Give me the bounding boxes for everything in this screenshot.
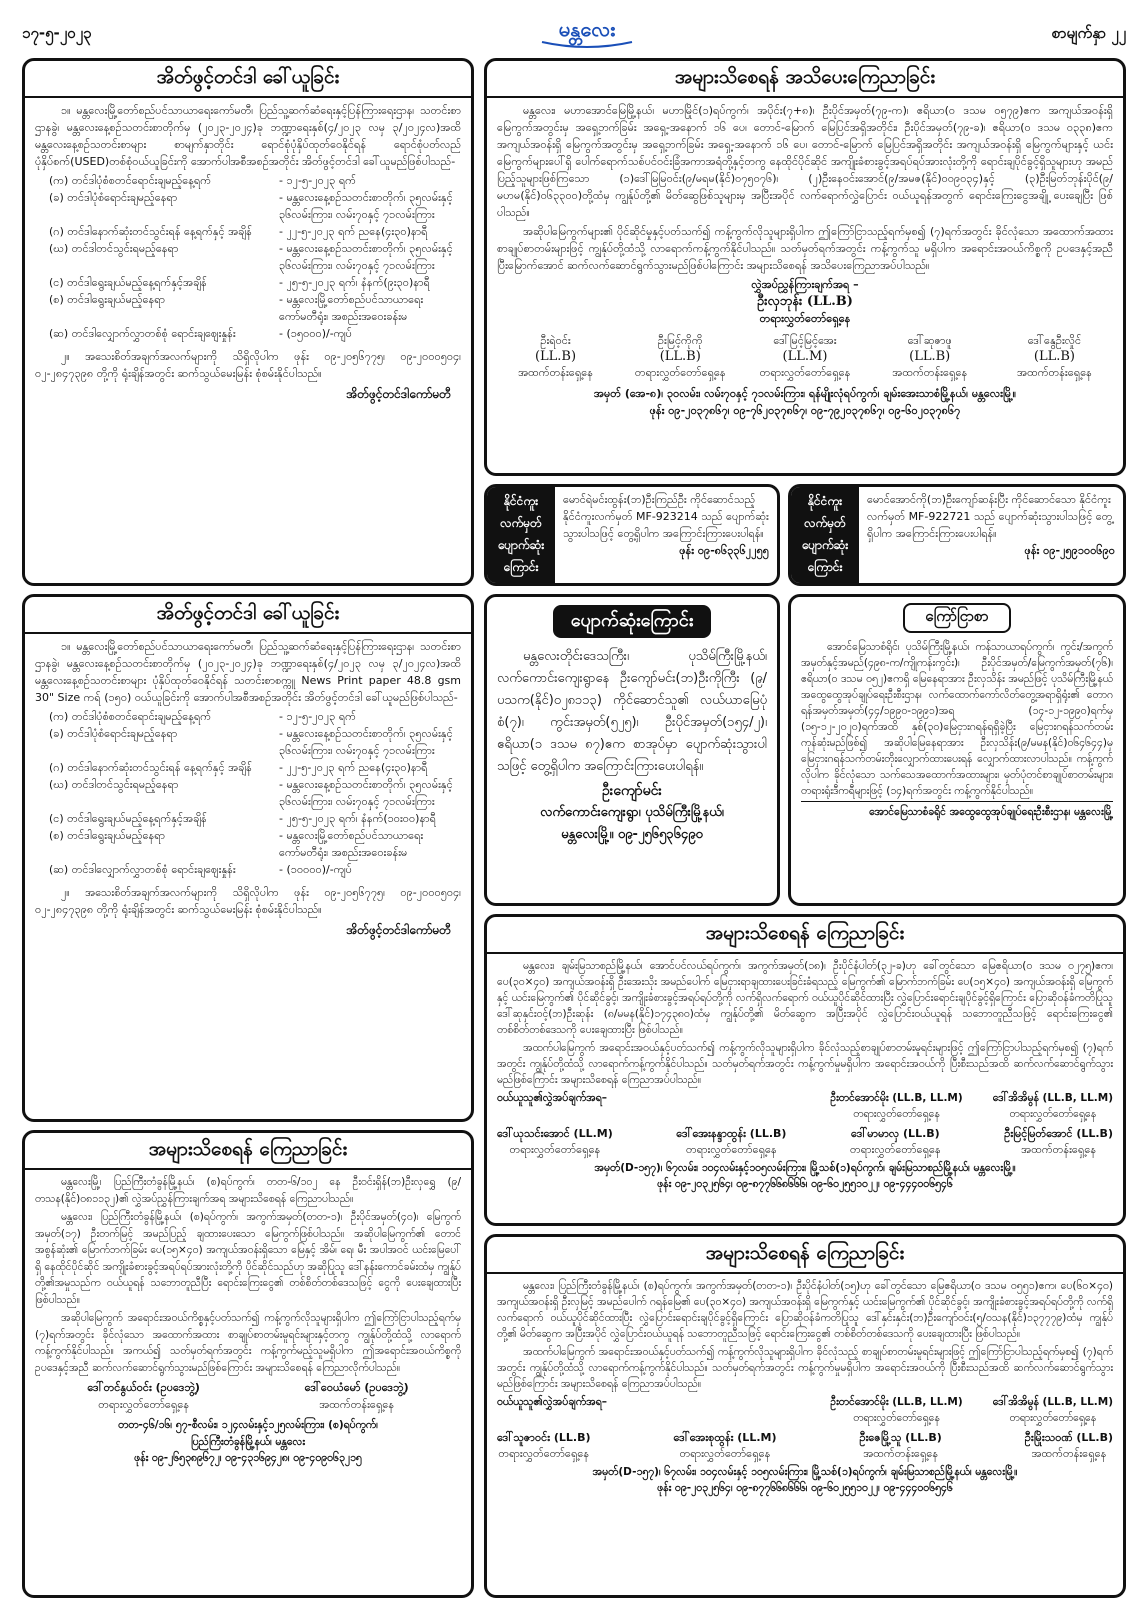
schedule-value: - မန္တလေးနေ့စဉ်သတင်းစာတိုက်၊ ၃၅လမ်းနှင့် ၃၆လမ်းကြား၊ လမ်း၇၀နှင့် ၇၁လမ်းကြား [279,242,453,272]
notice-phones: ဖုန်း ၀၉-၂၀၃၇၈၆၇၊ ၀၉-၇၆၂၀၃၇၈၆၇၊ ၀၉-၇၉၂၀၃၇၈၆၇၊ ၀၉-၆၀၂၀၃၇၈၆၇ [649,404,961,417]
lawyer-degree: (LL.B) [659,349,701,364]
lawyer-degree: (LL.M) [782,349,828,364]
lead-lawyer-role: တရားလွှတ်တော်ရှေ့နေ [759,312,851,325]
side-word: လက်မှတ် [804,516,846,530]
announcement-text: အောင်မြေသာစံရိုင်၊ ပုသိမ်ကြီးမြို့နယ်၊ ကန်သာယာရပ်ကွက်၊ ကွင်း/အကွက်အမှတ်နှင့်အမည်(၄၉၈-က/ကျိုကန်းကွင်း)၊ ဦးပိုင်အမှတ်/မြေကွက်အမှတ်(၇၆)၊ ဧရိယာ(၀ ဒသမ ၀၅၂)ဧကရှိ မြေနေရာအား ဦးလှသိန်း အမည်ဖြင့် ပုသိမ်ကြီးမြို့နယ် အထွေထွေအုပ်ချုပ်ရေးဦးစီးဌာန၊ လက်ထောက်ကော်လိတ်တွေ့အရာရှိရုံး၏ တောဂရန်အမှတ်အမှတ်(၄၄/၁၉၉၀-၁၉၉၁)အရ (၁၄-၁၂-၁၉၉၀)ရက်မှ (၁၅-၁၂-၂၀၂၀)ရက်အထိ နှစ်(၃၀)မြေငှားဂရန်ရရှိခဲ့ပြီး မြေငှားဂရန်သက်တမ်းကုန်ဆုံးမည်ဖြစ်၍ အဆိုပါမြေနေရာအား ဦးလှသိန်း(၉/မမန(နိုင်)၀၆၄၆၄၄)မှ မြေငှားဂရန်သက်တမ်းတိုးလျှောက်ထားပေးရန် လျှောက်ထားလာပါသည်။ ကန့်ကွက်လိုပါက ခိုင်လုံသော သက်သေအထောက်အထားများ၊ မှတ်ပုံတင်စာချုပ်စာတမ်းများ၊ တရားရုံးဒီကရီများဖြင့် (၁၄)ရက်အတွင်း ကန့်ကွက်နိုင်ပါသည်။ [801,641,1113,797]
notice-para-3: အဆိုပါမြေကွက် အရောင်းအဝယ်ကိစ္စနှင့်ပတ်သက်၍ ကန့်ကွက်လိုသူများရှိပါက ဤကြော်ငြာပါသည့်ရက်မှ (၇)ရက်အတွင်း ခိုင်လုံသော အထောက်အထား စာချုပ်စာတမ်းမူရင်းများနှင့်တကွ ကျွန်ုပ်တို့ထံသို့ လာရောက်ကန့်ကွက်နိုင်ပါသည်။ အကယ်၍ သတ်မှတ်ရက်အတွင်း ကန့်ကွက်မည့်သူမရှိပါက ဤအရောင်းအဝယ်ကိစ္စကို ဥပဒေနှင့်အညီ ဆက်လက်ဆောင်ရွက်သွားမည်ဖြစ်ကြောင်း အများသိစေရန် ကြေညာလိုက်ပါသည်။ [35,1312,461,1374]
schedule-value: - မန္တလေးနေ့စဉ်သတင်းစာတိုက်၊ ၃၅လမ်းနှင့် ၃၆လမ်းကြား၊ လမ်း၇၀နှင့် ၇၁လမ်းကြား [279,191,453,221]
lawyer-degree: (LL.B) [1033,349,1075,364]
lawyer-name: ဦးရဲဝင်း [540,334,571,347]
lawyer-entry [996,333,1113,381]
lost-phone: ဖုန်း ၀၉-၂၅၉၁၀၀၆၉၀ [1024,544,1115,557]
instruction-line: လွှဲအပ်ညွှန်ကြားချက်အရ – [751,278,859,291]
schedule-value: - ၁၂-၅-၂၀၂၃ ရက် [279,710,356,723]
tender-signature: အိတ်ဖွင့်တင်ဒါကော်မတီ [346,923,451,937]
schedule-value: - မန္တလေးမြို့တော်စည်ပင်သာယာရေးကော်မတီရုံး၊ အစည်းအဝေးခန်းမ [279,829,424,859]
lawyer-entry [830,1394,962,1426]
missing-text: မန္တလေးတိုင်းဒေသကြီး၊ ပုသိမ်ကြီးမြို့နယ်၊ လက်ကောင်းကျေးရွာနေ ဦးကျော်မင်း(ဘ)ဦးကိုကြီး (၉/ပသက(နိုင်)၀၂၈၁၁၃) ကိုင်ဆောင်သူ၏ လယ်ယာမြေပုံစံ(၇)၊ ကွင်းအမှတ်(၅၂၅)၊ ဦးပိုင်အမှတ်(၁၅၄/၂)၊ ဧရိယာ(၁ ဒသမ ၈၇)ဧက စာအုပ်မှာ ပျောက်ဆုံးသွားပါသဖြင့် တွေ့ရှိပါက အကြောင်းကြားပေးပါရန်။ [497,649,767,774]
newspaper-logo [532,8,642,52]
lawyer-role: တရားလွှတ်တော်ရှေ့နေ [853,1412,940,1424]
lawyer-role: တရားလွှတ်တော်ရှေ့နေ [759,366,851,379]
side-word: နိုင်ငံကူး [807,494,843,508]
page-header [22,14,1126,48]
lawyer-name: ဦးမြင့်မြတ်အောင် (LL.B) [1004,1127,1113,1140]
announcement-tag: ကြော်ငြာစာ [903,603,1010,633]
schedule-row [35,240,461,274]
schedule-row [35,861,461,878]
lost-side-label [791,487,859,583]
lawyer-entry [676,1126,786,1158]
side-word: ကြောင်း [807,560,843,574]
lost-text: မောင်အောင်ကို(ဘ)ဦးကျော်ဆန်းပြီး ကိုင်ဆောင်သော နိုင်ငံကူးလက်မှတ် MF-922721 သည် ပျောက်ဆုံးသွားပါသဖြင့် တွေ့ရှိပါက အကြောင်းကြားပေးပါရန်။ [867,493,1113,540]
schedule-value: - ၂၂-၅-၂၀၂၃ ရက် ညနေ(၄း၃၀)နာရီ [279,761,428,774]
lawyer-degree: (LL.B) [909,349,951,364]
notice-address: အမှတ်(D-၁၅၇)၊ ၆၇လမ်း၊ ၁၀၄လမ်းနှင့်၁၀၅လမ်းကြား၊ မြို့သစ်(၁)ရပ်ကွက်၊ ချမ်းမြသာစည်မြို့နယ်၊ မန္တလေးမြို့။ [594,1162,1016,1174]
lawyer-entry [993,1394,1113,1426]
lawyer-entry [497,1126,613,1158]
lawyer-entry [305,1380,409,1413]
notice-para-1: မန္တလေးမြို့၊ ပြည်ကြီးတံခွန်မြို့နယ်၊ (စ)ရပ်ကွက်၊ တတ-၆/၁၀၂ နေ ဦးဝင်းရှိန်(ဘ)ဦးလှရွှေ (၉/တသန(နိုင်)၀၈၁၁၃၂)၏ လွှဲအပ်ညွှန်ကြားချက်အရ အများသိစေရန် ကြေညာပါသည်။ [35,1176,461,1205]
notice-para-1: မန္တလေး၊ မဟာအောင်မြေမြို့နယ်၊ မဟာမြိုင်(၁)ရပ်ကွက်၊ အပိုင်း(၇+၈)၊ ဦးပိုင်အမှတ်(၇၉-က)၊ ဧရိယာ(၀ ဒသမ ၀၅၇၉)ဧက အကျယ်အဝန်းရှိ မြေကွက်အတွင်းမှ အရှေ့ဘက်ခြမ်း အရှေ့-အနောက် ၁၆ ပေ၊ တောင်-မြောက် မြေပြင်အရှိအတိုင်း၊ ဦးပိုင်အမှတ်(၇၉-ခ)၊ ဧရိယာ(၀ ဒသမ ၀၃၃၈)ဧက အကျယ်အဝန်းရှိ မြေကွက်အတွင်းမှ အရှေ့ဘက်ခြမ်း အရှေ့-အနောက် ၁၆ ပေ၊ တောင်-မြောက် မြေပြင်အရှိအတိုင်း အကျယ်အဝန်းရှိ မြေကွက်များနှင့် ယင်းမြေကွက်များပေါ်ရှိ ပေါက်ရောက်သစ်ပင်ဝင်းခြံအကာအရံတို့နှင့်တကွ နေထိုင်ပိုင်ဆိုင် အကျိုးခံစားခွင့်အရပ်ရပ်အားလုံးတို့ကို ရောင်းချပိုင်ခွင့်ရှိသူများဟု အမည်ပြည့်သူများဖြစ်ကြသော (၁)ဒေါ်မြမြဝင်း(၉/မရမ(နိုင်)၀၇၅၀၇၆)၊ (၂)ဦးနေဝင်းအောင်(၉/အမဇ(နိုင်)၀၀၉၀၃၄)နှင့် (၃)ဦးမြတ်ဘုန်းပိုင်(၉/မဟမ(နိုင်)၀၆၃၃၀၀)တို့ထံမှ ကျွန်ုပ်တို့၏ မိတ်ဆွေဖြစ်သူများမှ အပြီးအပိုင် လက်ရောက်လွှဲပြောင်း ဝယ်ယူရန်အတွက် ရောင်းကြေးငွေအချို့ ပေးချေပြီး ဖြစ်ပါသည်။ [497,104,1113,219]
tender-notice-2 [22,594,474,1122]
notice-para-2: အထက်ပါမြေကွက် အရောင်းအဝယ်နှင့်ပတ်သက်၍ ကန့်ကွက်လိုသူများရှိပါက ခိုင်လုံသည့် စာချုပ်စာတမ်းမူရင်းများဖြင့် ဤကြော်ငြာပါသည့်ရက်မှစ၍ (၇)ရက်အတွင်း ကျွန်ုပ်တို့ထံသို့ လာရောက်ကန့်ကွက်နိုင်ပါသည်။ သတ်မှတ်ရက်အတွင်း ကန့်ကွက်မှုမရှိပါက အရောင်းအဝယ်ကို ပြီးစီးသည်အထိ ဆက်လက်ဆောင်ရွက်သွားမည်ဖြစ်ကြောင်း အများသိစေရန် ကြေညာအပ်ပါသည်။ [497,1346,1113,1390]
schedule-label: (ဃ) တင်ဒါတင်သွင်းရမည့်နေရာ [49,242,179,255]
notice-phones: ဖုန်း ၀၉-၂၆၅၃၈၉၆၇၂၊ ၀၉-၄၃၁၆၉၄၂၈၊ ၀၉-၄၀၉၀၆၃၂၁၅ [134,1452,362,1464]
lawyer-entry [87,1380,200,1413]
logo-text: မန္တလေး [558,17,616,41]
schedule-value: - ၁၂-၅-၂၀၂၃ ရက် [279,174,356,187]
lawyer-entry [871,333,988,381]
lawyer-entry [850,1126,941,1158]
lawyer-role: အထက်တန်းရှေ့နေ [518,366,593,379]
public-notice-1 [484,58,1126,476]
lawyer-entry [497,1430,590,1462]
announcement [788,594,1126,906]
lawyer-role: တရားလွှတ်တော်ရှေ့နေ [685,1143,777,1156]
tender-notice-1 [22,58,474,586]
lawyer-role: တရားလွှတ်တော်ရှေ့နေ [98,1397,190,1411]
public-notice-2 [484,914,1126,1226]
lawyer-name: ဦးတင်အောင်မိုး (LL.B, LL.M) [830,1092,963,1104]
lawyer-role: တရားလွှတ်တော်ရှေ့နေ [1009,1412,1097,1424]
schedule-value: - မန္တလေးနေ့စဉ်သတင်းစာတိုက်၊ ၃၅လမ်းနှင့် ၃၆လမ်းကြား၊ လမ်း၇၀နှင့် ၇၁လမ်းကြား [279,778,453,808]
lawyer-name: ဒေါ်အိအိမွန် (LL.B, LL.M) [992,1396,1113,1408]
schedule-label: (ဂ) တင်ဒါနောက်ဆုံးတင်သွင်းရန် နေ့ရက်နှင့် အချိန် [49,761,252,774]
side-word: နိုင်ငံကူး [503,494,539,508]
lawyer-name: ဒေါ်အိအိမွန် (LL.B, LL.M) [992,1092,1113,1104]
schedule-value: - (၁၀၀၀၀)/-ကျပ် [279,863,353,876]
lawyer-role: တရားလွှတ်တော်ရှေ့နေ [679,1447,771,1460]
lawyer-name: ဦးတင်အောင်မိုး (LL.B, LL.M) [830,1396,963,1408]
public-notice-3 [22,1130,474,1598]
tender-para-2: ၂။ အသေးစိတ်အချက်အလက်များကို သိရှိလိုပါက ဖုန်း ၀၉-၂၀၅၆၇၇၅၊ ၀၉-၂၀၀၀၅၀၄၊ ၀၂-၂၈၄၇၃၉၈ တို့ကို ရုံးချိန်အတွင်း ဆက်သွယ်မေးမြန်း စုံစမ်းနိုင်ပါသည်။ [35,350,461,380]
schedule-label: (ခ) တင်ဒါပုံစံရောင်းချမည့်နေရာ [49,727,178,740]
missing-name: ဦးကျော်မင်း [602,783,662,799]
schedule-row [35,172,461,189]
tender-title: အိတ်ဖွင့်တင်ဒါ ခေါ်ယူခြင်း [25,61,471,98]
lawyer-name: ဒေါ်ယုသင်းအောင် (LL.M) [497,1127,613,1140]
lawyer-role: တရားလွှတ်တော်ရှေ့နေ [509,1143,601,1156]
lawyer-entry [993,1090,1113,1122]
announcement-footer: အောင်မြေသာစံခရိုင် အထွေထွေအုပ်ချုပ်ရေးဦးစီးဌာန၊ မန္တလေးမြို့ [801,801,1113,820]
notice-para-2: အထက်ပါမြေကွက် အရောင်းအဝယ်နှင့်ပတ်သက်၍ ကန့်ကွက်လိုသူများရှိပါက ခိုင်လုံသည့်စာချုပ်စာတမ်းမူရင်းများဖြင့် ဤကြော်ငြာပါသည့်ရက်မှစ၍ (၇)ရက်အတွင်း ကျွန်ုပ်တို့ထံသို့ လာရောက်ကန့်ကွက်နိုင်ပါသည်။ သတ်မှတ်ရက်အတွင်း ကန့်ကွက်မှုမရှိပါက အရောင်းအဝယ်ကို ပြီးစီးသည်အထိ ဆက်လက်ဆောင်ရွက်သွားမည်ဖြစ်ကြောင်း အများသိစေရန် ကြေညာအပ်ပါသည်။ [497,1042,1113,1086]
lawyer-name: ဒေါ်အေးစုထွန်း (LL.M) [673,1431,777,1444]
lead-lawyer-name: ဦးလှဘုန်း [757,294,803,309]
public-notice-4 [484,1234,1126,1598]
schedule-label: (င) တင်ဒါရွေးချယ်မည့်နေ့ရက်နှင့်အချိန် [49,812,207,825]
lawyer-name: ဒေါ်မာမာလှ (LL.B) [851,1127,940,1140]
lawyer-entry [1004,1126,1113,1158]
schedule-label: (ဆ) တင်ဒါလျှောက်လွှာတစ်စုံ ရောင်းချဈေးနှုန်း [49,327,236,340]
notice-title: အများသိစေရန် ကြေညာခြင်း [487,917,1123,954]
schedule-label: (ဂ) တင်ဒါနောက်ဆုံးတင်သွင်းရန် နေ့ရက်နှင့် အချိန် [49,225,252,238]
lawyer-entry [859,1430,941,1462]
notice-title: အများသိစေရန် ကြေညာခြင်း [487,1237,1123,1274]
lost-passport-1 [484,484,780,586]
schedule-row [35,759,461,776]
tender-para-1: ၁။ မန္တလေးမြို့တော်စည်ပင်သာယာရေးကော်မတီ၊ ပြည်သူ့ဆက်ဆံရေးနှင့်ပြန်ကြားရေးဌာန၊ သတင်းစာဌာနခွဲ၊ မန္တလေးနေ့စဉ်သတင်းစာတိုက်မှ (၂၀၂၃-၂၀၂၄)ခု ဘဏ္ဍာရေးနှစ်(၄/၂၀၂၃ လမှ ၃/၂၀၂၄လ)အထိ မန္တလေးနေ့စဉ်သတင်းစာများ စာမျက်နှာတိုင်း ရောင်စုံပုံနှိပ်ထုတ်ဝေနိုင်ရန် ရောင်စုံပတ်လည်ပုံနှိပ်စက်(USED)တစ်စုံဝယ်ယူခြင်းကို အောက်ပါအစီအစဉ်အတိုင်း အိတ်ဖွင့်တင်ဒါ ခေါ်ယူမည်ဖြစ်ပါသည်- [35,104,461,168]
notice-phones: ဖုန်း ၀၉-၂၀၃၂၅၆၄၊ ၀၉-၈၇၇၆၆၈၆၆၆၊ ၀၉-၆၀၂၅၅၁၀၂၂၊ ၀၉-၄၄၄၀၀၆၅၄၆ [657,1482,953,1494]
schedule-row [35,810,461,827]
lawyer-name: ဒေါ်မြင့်မြင့်အေး [773,334,837,347]
schedule-value: - မန္တလေးနေ့စဉ်သတင်းစာတိုက်၊ ၃၅လမ်းနှင့် ၃၆လမ်းကြား၊ လမ်း၇၀နှင့် ၇၁လမ်းကြား [279,727,453,757]
notice-para-2: မန္တလေး၊ ပြည်ကြီးတံခွန်မြို့နယ်၊ (စ)ရပ်ကွက်၊ အကွက်အမှတ်(တတ-၁)၊ ဦးပိုင်အမှတ်(၄၀)၊ မြေကွက်အမှတ်(၁၇) ဦးတက်မြင့် အမည်ပြည့် ချထားပေးသော မြေကွက်ဖြစ်ပါသည်။ အဆိုပါမြေကွက်၏ တောင်အစွန်ဆုံး၏ မြောက်ဘက်ခြမ်း ပေ(၁၅×၄၀) အကျယ်အဝန်းရှိသော မြေနှင့် အိမ်၊ ရေ၊ မီး အပါအဝင် ယင်းမြေပေါ်ရှိ နေထိုင်ပိုင်ဆိုင် အကျိုးခံစားခွင့်အရပ်ရပ်အားလုံးတို့ကို ပိုင်ဆိုင်သည်ဟု အဆိုပြုသူ ဒေါ်နန်းကောင်ခမ်းထံမှ ကျွန်ုပ်တို့၏အမှုသည်က ဝယ်ယူရန် သဘောတူညီပြီး ရောင်းကြေးငွေ၏ တစ်စိတ်တစ်ဒေသဖြင့် ငွေကို ပေးချေထားပြီး ဖြစ်ပါသည်။ [35,1211,461,1306]
schedule-row [35,291,461,325]
lawyer-role: အထက်တန်းရှေ့နေ [1031,1447,1107,1460]
side-word: ပျောက်ဆုံး [497,538,545,552]
lost-phone: ဖုန်း ၀၉-၈၆၃၃၆၂၂၅၅ [679,544,769,557]
schedule-row [35,708,461,725]
lawyer-entry [622,333,739,381]
lawyer-role: တရားလွှတ်တော်ရှေ့နေ [634,366,726,379]
side-word: ကြောင်း [503,560,539,574]
schedule-row [35,274,461,291]
lawyer-name: ဒေါ်နွေဦးလှိုင် [1027,334,1082,347]
missing-notice [484,594,780,906]
schedule-row [35,325,461,342]
lawyer-role: တရားလွှတ်တော်ရှေ့နေ [1009,1108,1097,1120]
notice-phones: ဖုန်း ၀၉-၂၀၃၂၅၆၄၊ ၀၉-၈၇၇၆၆၈၆၆၆၊ ၀၉-၆၀၂၅၅၁၀၂၂၊ ၀၉-၄၄၄၀၀၆၅၄၆ [657,1178,953,1190]
notice-address: အမှတ်(D-၁၅၇)၊ ၆၇လမ်း၊ ၁၀၄လမ်းနှင့် ၁၀၅လမ်းကြား၊ မြို့သစ်(၁)ရပ်ကွက်၊ ချမ်းမြသာစည်မြို့နယ်၊ မန္တလေးမြို့။ [592,1466,1018,1478]
lawyer-entry [673,1430,776,1462]
missing-city-phone: မန္တလေးမြို့။ ၀၉-၂၅၆၅၃၆၄၉၀ [561,827,703,842]
lawyer-name: ဦးမြင့်ကိုကို [657,334,703,347]
schedule-value: - ၂၅-၅-၂၀၂၃ ရက်၊ နံနက်(၁၀း၀၀)နာရီ [279,812,436,825]
schedule-label: (ဆ) တင်ဒါလျှောက်လွှာတစ်စုံ ရောင်းချဈေးနှုန်း [49,863,236,876]
lawyer-role: တရားလွှတ်တော်ရှေ့နေ [849,1143,941,1156]
schedule-row [35,827,461,861]
notice-title: အများသိစေရန် ကြေညာခြင်း [25,1133,471,1170]
schedule-row [35,725,461,759]
lawyer-entry [497,333,614,381]
side-word: လက်မှတ် [500,516,542,530]
schedule-label: (စ) တင်ဒါရွေးချယ်မည့်နေရာ [49,829,166,842]
lawyer-entry [746,333,863,381]
lawyer-role: အထက်တန်းရှေ့နေ [1021,1143,1097,1156]
notice-address: အမှတ် (အေ-၈)၊ ၃၀လမ်း၊ လမ်း၇၀နှင့် ၇၁လမ်းကြား၊ ရန်မျိုးလုံရပ်ကွက်၊ ချမ်းအေးသာစံမြို့နယ်၊ မန္တလေးမြို့။ [593,387,1017,400]
side-word: ပျောက်ဆုံး [801,538,849,552]
tender-para-1: ၁။ မန္တလေးမြို့တော်စည်ပင်သာယာရေးကော်မတီ၊ ပြည်သူ့ဆက်ဆံရေးနှင့်ပြန်ကြားရေးဌာန၊ သတင်းစာဌာနခွဲ၊ မန္တလေးနေ့စဉ်သတင်းစာတိုက်မှ (၂၀၂၃-၂၀၂၄)ခု ဘဏ္ဍာရေးနှစ်(၄/၂၀၂၃ လမှ ၃/၂၀၂၄လ)အထိ မန္တလေးနေ့စဉ်သတင်းစာများ ပုံနှိပ်ထုတ်ဝေနိုင်ရန် သတင်းစာစက္ကူ News Print paper 48.8 gsm 30" Size ကရ် (၁၅၀) ဝယ်ယူခြင်းကို အောက်ပါအစီအစဉ်အတိုင်း အိတ်ဖွင့်တင်ဒါ ခေါ်ယူမည်ဖြစ်ပါသည်- [35,640,461,704]
notice-para-1: မန္တလေး၊ ချမ်းမြသာစည်မြို့နယ်၊ အောင်ပင်လယ်ရပ်ကွက်၊ အကွက်အမှတ်(၁၈)၊ ဦးပိုင်နံပါတ်(၃၂-ခ)ဟု ခေါ်တွင်သော မြေဧရိယာ(၀ ဒသမ ၀၂၇၅)ဧက၊ ပေ(၃၀×၄၀) အကျယ်အဝန်းရှိ ဦးအေးသိုး အမည်ပေါက် မြေငှားရာချထားပေးခြင်းခံရသည့် မြေကွက်၏ မြောက်ဘက်ခြမ်း ပေ(၁၅×၄၀) အကျယ်အဝန်းရှိ မြေကွက်နှင့် ယင်းမြေကွက်၏ ပိုင်ဆိုင်ခွင့်၊ အကျိုးခံစားခွင့်အရပ်ရပ်တို့ကို လက်ရှိလက်ရောက် ဝယ်ယူပိုင်ဆိုင်ထားပြီး လွှဲပြောင်းရောင်းချပိုင်ခွင့်ရှိကြောင်း ပြောဆိုဝန်ခံကတိပြုသူ ဒေါ်ဆုနှင်းဝင့်(ဘ)ဦးဆုန်း (၈/မမန(နိုင်)၁၇၄၃၈၀)ထံမှ ကျွန်ုပ်တို့၏ မိတ်ဆွေက အပြီးအပိုင် လွှဲပြောင်းဝယ်ယူရန် သဘောတူညီသဖြင့် ရောင်းကြေးငွေ၏ တစ်စိတ်တစ်ဒေသကို ပေးချေထားပြီး ဖြစ်ပါသည်။ [497,960,1113,1036]
tender-signature: အိတ်ဖွင့်တင်ဒါကော်မတီ [346,387,451,401]
lawyer-role: တရားလွှတ်တော်ရှေ့နေ [498,1447,590,1460]
schedule-row [35,189,461,223]
lawyer-name: ဒေါ်ဝေယံမော် (ဥပဒေဘွဲ့) [304,1381,409,1394]
instruction-line: ဝယ်ယူသူ၏လွှဲအပ်ချက်အရ– [497,1396,608,1408]
lawyer-name: ဒေါ်ဆုဇာဖူ [907,334,952,347]
schedule-label: (က) တင်ဒါပုံစံစတင်ရောင်းချမည့်နေ့ရက် [49,174,212,187]
missing-address: လက်ကောင်းကျေးရွာ၊ ပုသိမ်ကြီးမြို့နယ်၊ [540,805,724,820]
missing-tag: ပျောက်ဆုံးကြောင်း [553,605,712,638]
tender-title: အိတ်ဖွင့်တင်ဒါ ခေါ်ယူခြင်း [25,597,471,634]
schedule-row [35,776,461,810]
schedule-label: (က) တင်ဒါပုံစံစတင်ရောင်းချမည့်နေ့ရက် [49,710,212,723]
lawyer-role: အထက်တန်းရှေ့နေ [1017,366,1092,379]
page-number: စာမျက်နှာ ၂၂ [1051,24,1126,42]
lawyer-entry [1025,1430,1113,1462]
notice-para-1: မန္တလေး၊ ပြည်ကြီးတံခွန်မြို့နယ်၊ (စ)ရပ်ကွက်၊ အကွက်အမှတ်(တတ-၁)၊ ဦးပိုင်နံပါတ်(၁၅)ဟု ခေါ်တွင်သော မြေဧရိယာ(၀ ဒသမ ၀၅၅၁)ဧက၊ ပေ(၆၀×၄၀) အကျယ်အဝန်းရှိ ဦးလှမြင့် အမည်ပေါက် ဂရန်မြေ၏ ပေ(၃၀×၄၀) အကျယ်အဝန်းရှိ မြေကွက်နှင့် ယင်းမြေကွက်၏ ပိုင်ဆိုင်ခွင့်၊ အကျိုးခံစားခွင့်အရပ်ရပ်တို့ကို လက်ရှိလက်ရောက် ဝယ်ယူပိုင်ဆိုင်ထားပြီး လွှဲပြောင်းရောင်းချပိုင်ခွင့်ရှိကြောင်း ပြောဆိုဝန်ခံကတိပြုသူ ဒေါ်နှင်းနှင်း(ဘ)ဦးကျော်ဝင်း(၅/ဝသန(နိုင်)၁၃၇၇၇၉)ထံမှ ကျွန်ုပ်တို့၏ မိတ်ဆွေက အပြီးအပိုင် လွှဲပြောင်းဝယ်ယူရန် သဘောတူညီသဖြင့် ရောင်းကြေးငွေ၏ တစ်စိတ်တစ်ဒေသကို ပေးချေထားပြီး ဖြစ်ပါသည်။ [497,1280,1114,1340]
schedule-label: (ခ) တင်ဒါပုံစံရောင်းချမည့်နေရာ [49,191,178,204]
lost-text: မောင်ရဲမင်းထွန်း(ဘ)ဦးကြည်ဦး ကိုင်ဆောင်သည့် နိုင်ငံကူးလက်မှတ် MF-923214 သည် ပျောက်ဆုံးသွားပါသဖြင့် တွေ့ရှိပါက အကြောင်းကြားပေးပါရန်။ [563,493,769,540]
schedule-value: - မန္တလေးမြို့တော်စည်ပင်သာယာရေးကော်မတီရုံး၊ အစည်းအဝေးခန်းမ [279,293,424,323]
lawyer-name: ဒေါ်အေးနန္ဒာထွန်း (LL.B) [676,1127,787,1140]
lawyer-degree: (LL.B) [534,349,577,364]
schedule-value: - ၂၅-၅-၂၀၂၃ ရက်၊ နံနက်(၉း၃၀)နာရီ [279,276,430,289]
schedule-label: (ဃ) တင်ဒါတင်သွင်းရမည့်နေရာ [49,778,179,791]
notice-para-2: အဆိုပါမြေကွက်များ၏ ပိုင်ဆိုင်မှုနှင့်ပတ်သက်၍ ကန့်ကွက်လိုသူများရှိပါက ဤကြော်ငြာသည့်ရက်မှစ၍ (၇)ရက်အတွင်း ခိုင်လုံသော အထောက်အထား စာချုပ်စာတမ်းများဖြင့် ကျွန်ုပ်တို့ထံသို့ လာရောက်ကန့်ကွက်နိုင်ပါသည်။ သတ်မှတ်ရက်အတွင်း ကန့်ကွက်သူ မရှိပါက အရောင်းအဝယ်ကိစ္စကို ဥပဒေနှင့်အညီ ပြီးမြောက်အောင် ဆက်လက်ဆောင်ရွက်သွားမည်ဖြစ်ပါကြောင်း အများသိစေရန် အသိပေးကြေညာအပ်ပါသည်။ [497,225,1113,272]
lost-passport-2 [788,484,1126,586]
schedule-value: - ၂၂-၅-၂၀၂၃ ရက် ညနေ(၄း၃၀)နာရီ [279,225,428,238]
lawyer-name: ဦးဇေမြို့သူ (LL.B) [859,1431,942,1444]
schedule-value: - (၁၅၀၀၀)/-ကျပ် [279,327,353,340]
lawyer-role: အထက်တန်းရှေ့နေ [863,1447,939,1460]
lawyer-name: ဦးမြိုးသဝဏ် (LL.B) [1024,1431,1113,1444]
tender-para-2: ၂။ အသေးစိတ်အချက်အလက်များကို သိရှိလိုပါက ဖုန်း ၀၉-၂၀၅၆၇၇၅၊ ၀၉-၂၀၀၀၅၀၄၊ ၀၂-၂၈၄၇၃၉၈ တို့ကို ရုံးချိန်အတွင်း ဆက်သွယ်မေးမြန်း စုံစမ်းနိုင်ပါသည်။ [35,886,461,916]
schedule-label: (င) တင်ဒါရွေးချယ်မည့်နေ့ရက်နှင့်အချိန် [49,276,207,289]
lead-lawyer-degree: (LL.B) [806,294,853,309]
notice-address-2: ပြည်ကြီးတံခွန်မြို့နယ်၊ မန္တလေး [190,1435,306,1448]
schedule-row [35,223,461,240]
instruction-line: ဝယ်ယူသူ၏လွှဲအပ်ချက်အရ– [497,1092,608,1104]
lawyer-role: အထက်တန်းရှေ့နေ [319,1397,395,1411]
lawyer-name: ဒေါ်တင်နွယ်ဝင်း (ဥပဒေဘွဲ့) [87,1381,200,1394]
lawyer-entry [830,1090,962,1122]
notice-address-1: တတ-၄၆/၁၆၊ ၅၇-စီလမ်း၊ ၁၂၄လမ်းနှင့်၁၂၅လမ်းကြား၊ (စ)ရပ်ကွက်၊ [118,1419,378,1431]
lawyer-role: အထက်တန်းရှေ့နေ [892,366,968,379]
lawyer-name: ဒေါ်သူဇာဝင်း (LL.B) [497,1431,591,1444]
schedule-label: (စ) တင်ဒါရွေးချယ်မည့်နေရာ [49,293,166,306]
lawyer-role: တရားလွှတ်တော်ရှေ့နေ [853,1108,940,1120]
issue-date: ၁၇-၅-၂၀၂၃ [22,24,92,42]
notice-title: အများသိစေရန် အသိပေးကြေညာခြင်း [487,61,1123,98]
lost-side-label [487,487,555,583]
